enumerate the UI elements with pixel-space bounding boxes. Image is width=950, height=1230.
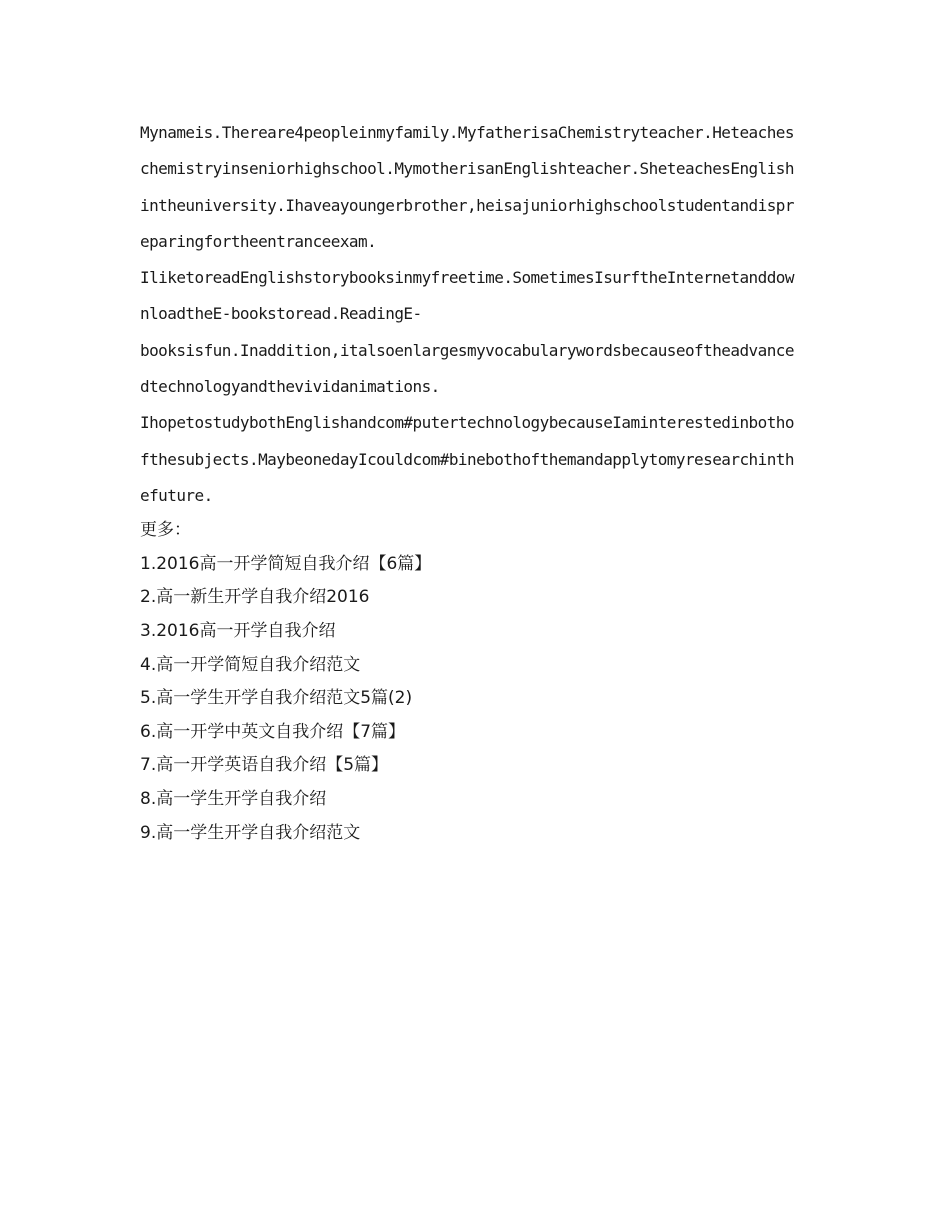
paragraph-line: chemistryinseniorhighschool.MymotherisanEnglishteacher.SheteachesEnglish [140, 159, 794, 179]
essay-paragraph [140, 115, 815, 514]
related-link[interactable]: 7.高一开学英语自我介绍【5篇】 [140, 755, 389, 776]
paragraph-line: eparingfortheentranceexam. [140, 231, 377, 251]
related-link[interactable]: 1.2016高一开学简短自我介绍【6篇】 [140, 553, 432, 574]
paragraph-line: Mynameis.Thereare4peopleinmyfamily.MyfatherisaChemistryteacher.Heteaches [140, 123, 794, 142]
related-links-list [140, 548, 815, 850]
paragraph-line: IliketoreadEnglishstorybooksinmyfreetime.SometimesIsurftheInternetanddow [140, 268, 794, 288]
related-link[interactable]: 2.高一新生开学自我介绍2016 [140, 587, 370, 608]
document-page [140, 115, 815, 850]
related-link[interactable]: 5.高一学生开学自我介绍范文5篇(2) [140, 688, 413, 709]
related-link[interactable]: 8.高一学生开学自我介绍 [140, 788, 327, 809]
paragraph-line: nloadtheE-bookstoread.ReadingE- [140, 304, 422, 324]
paragraph-line: booksisfun.Inaddition,italsoenlargesmyvocabularywordsbecauseoftheadvance [140, 340, 794, 360]
paragraph-line: dtechnologyandthevividanimations. [140, 377, 440, 397]
paragraph-line: intheuniversity.Ihaveayoungerbrother,heisajuniorhighschoolstudentandispr [140, 195, 794, 215]
paragraph-line: IhopetostudybothEnglishandcom#putertechnologybecauseIaminterestedinbotho [140, 413, 794, 433]
related-link[interactable]: 4.高一开学简短自我介绍范文 [140, 654, 361, 675]
more-label: 更多： [140, 520, 191, 541]
related-link[interactable]: 9.高一学生开学自我介绍范文 [140, 822, 361, 843]
related-link[interactable]: 6.高一开学中英文自我介绍【7篇】 [140, 721, 406, 742]
paragraph-line: fthesubjects.MaybeonedayIcouldcom#binebothofthemandapplytomyresearchinth [140, 449, 794, 469]
related-link[interactable]: 3.2016高一开学自我介绍 [140, 620, 336, 641]
paragraph-line: efuture. [140, 485, 213, 505]
